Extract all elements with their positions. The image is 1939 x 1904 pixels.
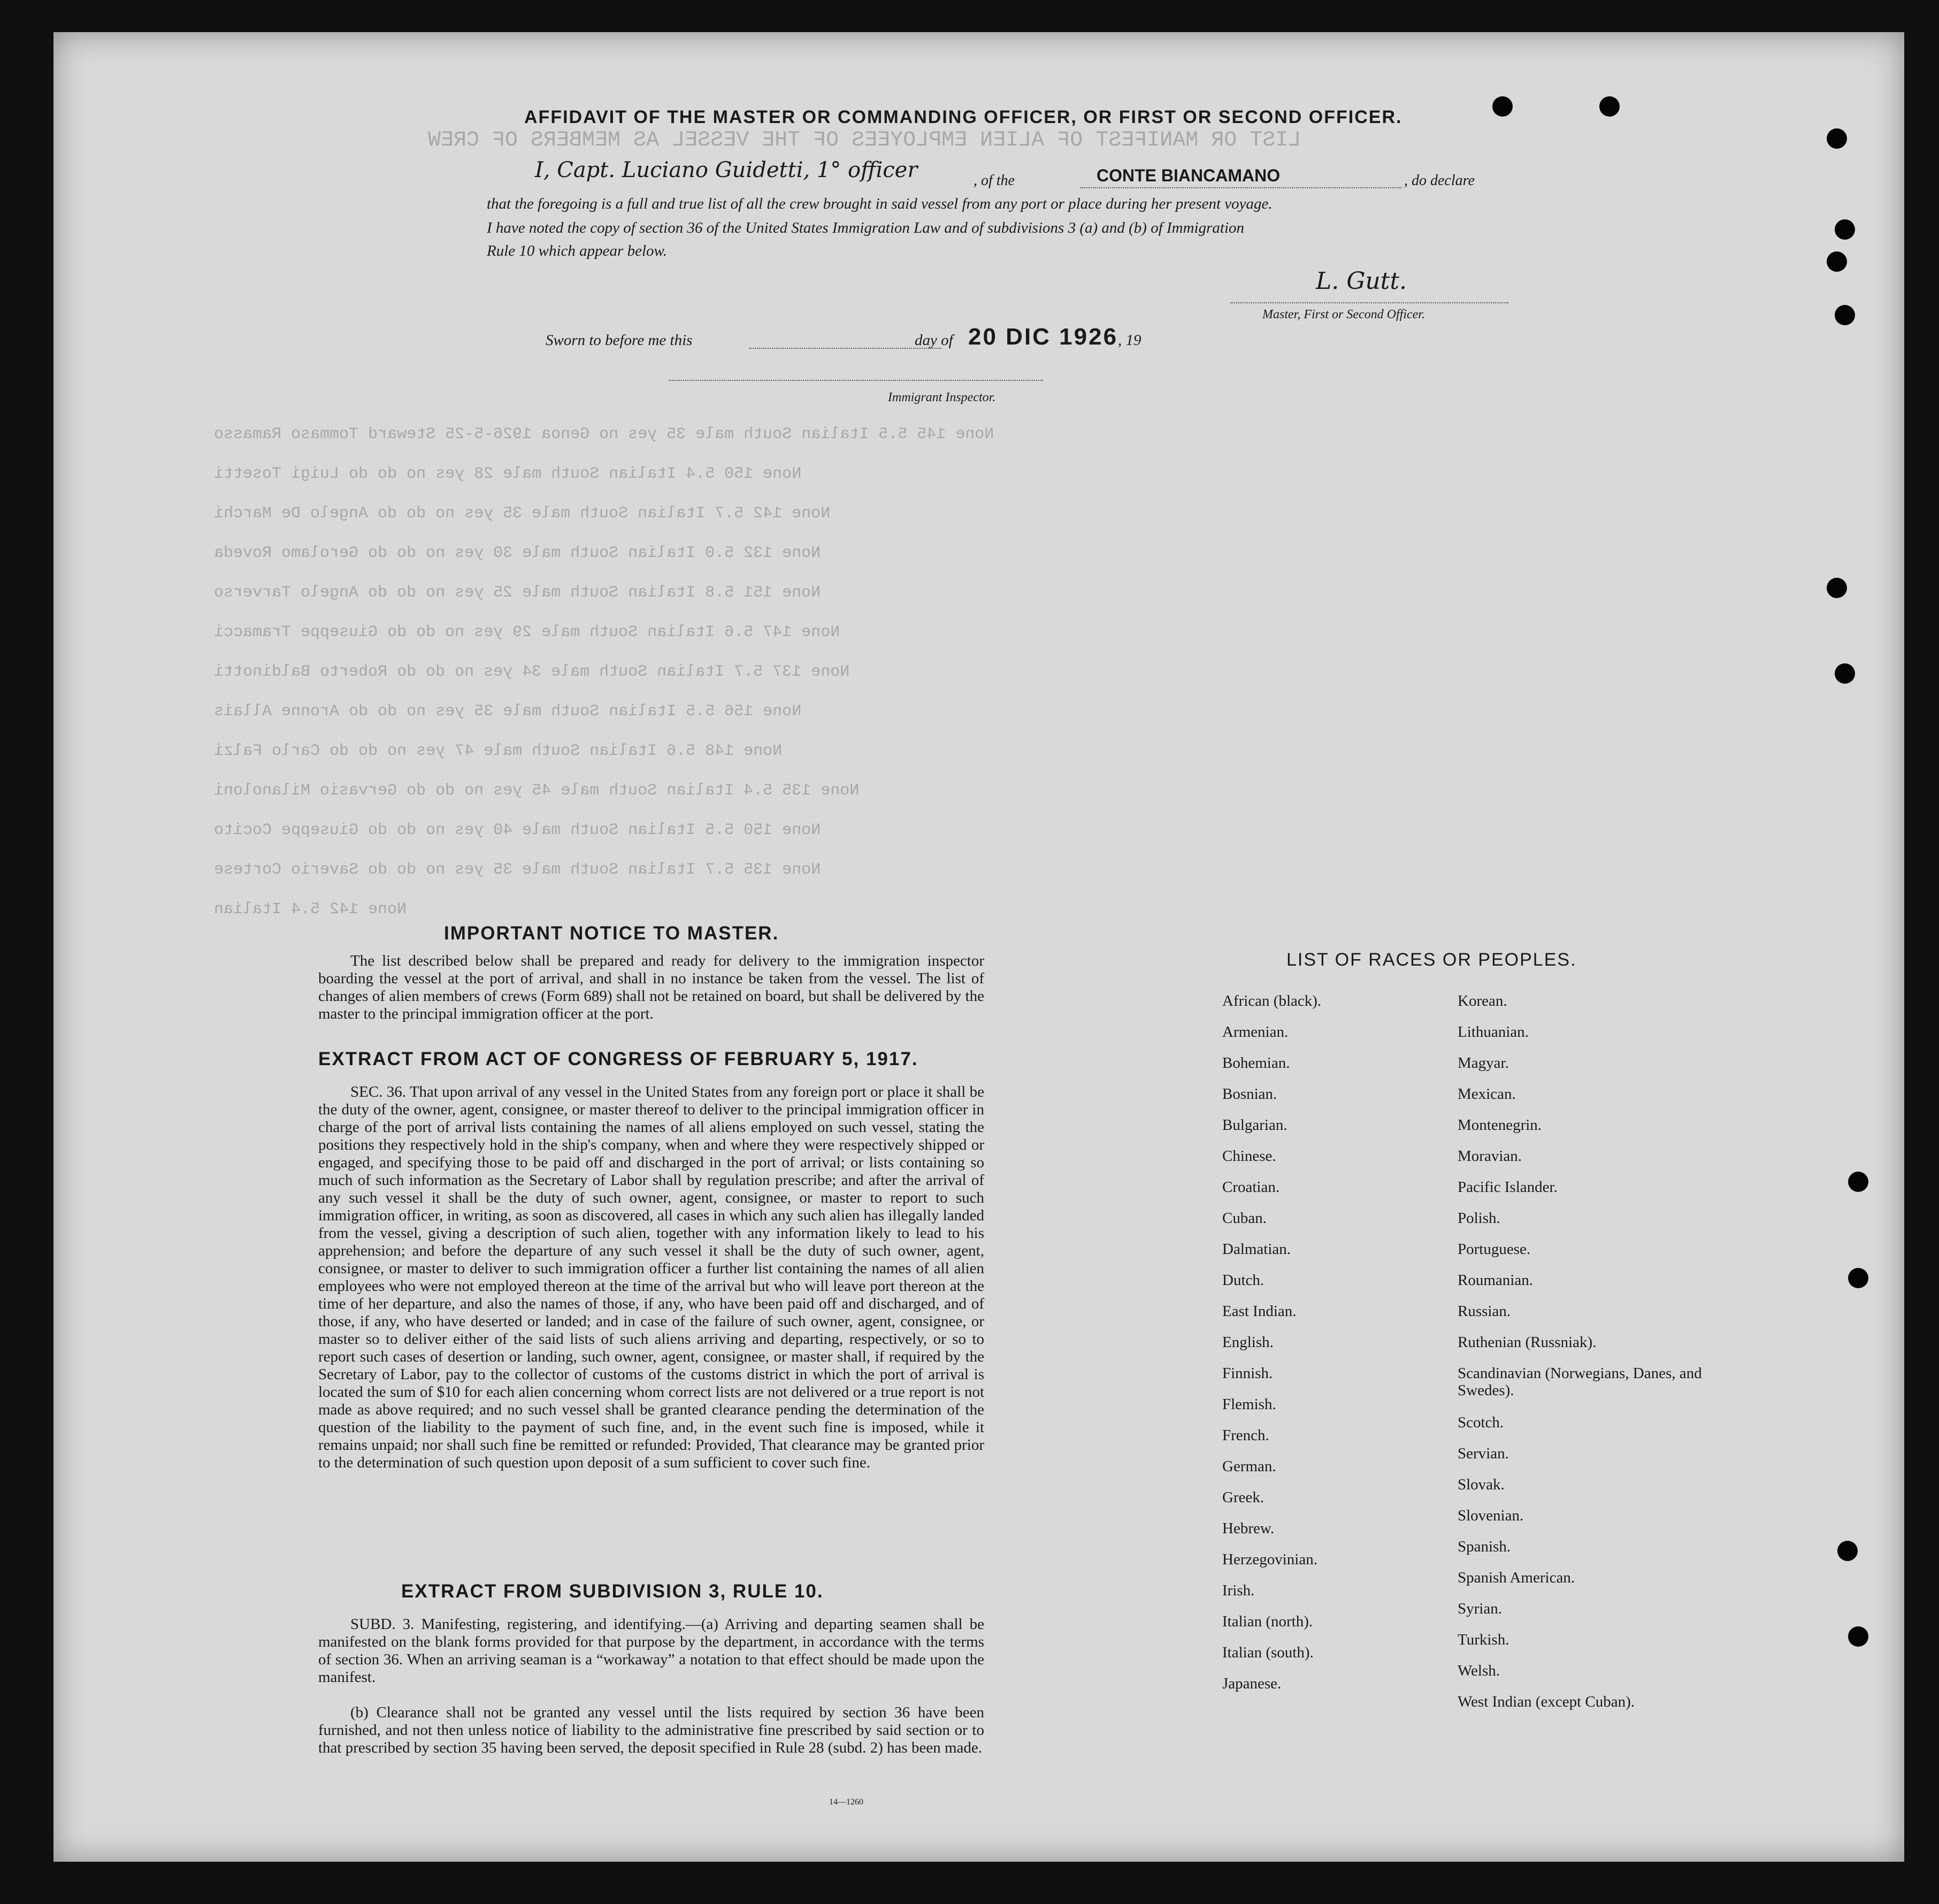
race-item: Armenian. [1222, 1023, 1289, 1041]
race-item: African (black). [1222, 992, 1322, 1010]
manifest-page [53, 32, 1904, 1862]
bleed-through-row: None 145 5.5 Italian South male 35 yes no Genoa 1926-5-25 Steward Tommaso Ramasso [214, 425, 994, 443]
bleed-through-row: None 142 5.7 Italian South male 35 yes no do do Angelo De Marchi [214, 504, 831, 523]
race-item: Italian (north). [1222, 1613, 1313, 1630]
punch-hole [1848, 1626, 1868, 1647]
race-item: Irish. [1222, 1582, 1255, 1599]
rule-title: EXTRACT FROM SUBDIVISION 3, RULE 10. [401, 1581, 824, 1602]
form-number: 14—1260 [829, 1798, 863, 1807]
race-item: Slovak. [1458, 1476, 1505, 1493]
bleed-through-row: None 147 5.6 Italian South male 29 yes no do do Giuseppe Tramacci [214, 623, 840, 641]
race-item: Croatian. [1222, 1179, 1280, 1196]
inspector-caption: Immigrant Inspector. [888, 391, 996, 404]
race-item: Syrian. [1458, 1600, 1502, 1617]
bleed-through-row: None 135 5.4 Italian South male 45 yes no do do Gervasio Milanoloni [214, 782, 860, 800]
race-item: Greek. [1222, 1489, 1264, 1506]
race-item: French. [1222, 1427, 1269, 1444]
race-item: East Indian. [1222, 1303, 1297, 1320]
races-title: LIST OF RACES OR PEOPLES. [1286, 950, 1577, 970]
race-item: Herzegovinian. [1222, 1551, 1317, 1568]
inspector-line [669, 380, 1043, 381]
punch-hole [1599, 96, 1620, 117]
master-signature: L. Gutt. [1316, 267, 1407, 295]
race-item: Moravian. [1458, 1148, 1522, 1165]
declare-label: , do declare [1404, 172, 1475, 189]
race-item: English. [1222, 1334, 1274, 1351]
race-item: Polish. [1458, 1210, 1500, 1227]
bleed-through-row: None 156 5.5 Italian South male 35 yes no do do Aronne Allais [214, 702, 802, 721]
race-item: Montenegrin. [1458, 1117, 1542, 1134]
bleed-through-row: None 137 5.7 Italian South male 34 yes no do do Roberto Baldinotti [214, 663, 850, 681]
act-title: EXTRACT FROM ACT OF CONGRESS OF FEBRUARY 5, 1917. [318, 1049, 918, 1069]
race-item: Turkish. [1458, 1631, 1509, 1648]
bleed-through-row: None 148 5.6 Italian South male 47 yes no do do Carlo Falzi [214, 742, 783, 760]
vessel-name: CONTE BIANCAMANO [1097, 166, 1281, 185]
race-item: Scandinavian (Norwegians, Danes, and Swedes). [1458, 1365, 1702, 1399]
vessel-line [1080, 187, 1401, 188]
race-item: Slovenian. [1458, 1507, 1524, 1524]
race-item: Bosnian. [1222, 1085, 1277, 1103]
master-signature-line [1230, 302, 1508, 303]
notice-title: IMPORTANT NOTICE TO MASTER. [444, 923, 779, 944]
affidavit-line: I have noted the copy of section 36 of the United States Immigration Law and of subdivisions 3 (a) and (b) of Immigration [487, 219, 1245, 236]
race-item: Spanish American. [1458, 1569, 1575, 1586]
punch-hole [1835, 305, 1855, 325]
race-item: Servian. [1458, 1445, 1509, 1462]
date-stamp: 20 DIC 1926 [968, 324, 1118, 350]
race-item: Dutch. [1222, 1272, 1264, 1289]
declarant-signature: I, Capt. Luciano Guidetti, 1° officer [535, 158, 918, 182]
bleed-through-row: None 132 5.0 Italian South male 30 yes no do do Gerolamo Roveda [214, 544, 821, 562]
of-the-label: , of the [974, 172, 1015, 189]
race-item: Pacific Islander. [1458, 1179, 1558, 1196]
race-item: Korean. [1458, 992, 1507, 1010]
race-item: Roumanian. [1458, 1272, 1533, 1289]
race-item: Flemish. [1222, 1396, 1276, 1413]
affidavit-line: Rule 10 which appear below. [487, 242, 667, 259]
punch-hole [1492, 96, 1513, 117]
day-of-label: day of [915, 332, 953, 349]
race-item: German. [1222, 1458, 1276, 1475]
bleed-through-row: None 142 5.4 Italian [214, 900, 407, 919]
bleed-through-row: None 135 5.7 Italian South male 35 yes no do do Saverio Cortese [214, 861, 821, 879]
race-item: Bohemian. [1222, 1054, 1290, 1072]
affidavit-title: AFFIDAVIT OF THE MASTER OR COMMANDING OFFICER, OR FIRST OR SECOND OFFICER. [524, 107, 1402, 127]
bleed-through-row: None 150 5.5 Italian South male 40 yes no do do Giuseppe Cocito [214, 821, 821, 839]
rule-text-a: SUBD. 3. Manifesting, registering, and identifying.—(a) Arriving and departing seamen shall be manifested on the blank forms provided for that purpose by the department, in accordance with the terms of section 36. When an arriving seaman is a “workaway” a notation to that effect should be made upon the manifest. [318, 1616, 984, 1686]
punch-hole [1848, 1172, 1868, 1192]
punch-hole [1837, 1541, 1858, 1561]
race-item: Hebrew. [1222, 1520, 1275, 1537]
punch-hole [1827, 128, 1847, 149]
race-item: Mexican. [1458, 1085, 1516, 1103]
rule-text-b: (b) Clearance shall not be granted any vessel until the lists required by section 36 have been furnished, and not then unless notice of liability to the administrative fine prescribed by said section or to that prescribed by section 35 having been served, the deposit specified in Rule 28 (subd. 2) has been made. [318, 1704, 984, 1756]
race-item: West Indian (except Cuban). [1458, 1693, 1635, 1710]
bleed-through-header: LIST OR MANIFEST OF ALIEN EMPLOYEES OF THE VESSEL AS MEMBERS OF CREW [428, 128, 1301, 152]
race-item: Ruthenian (Russniak). [1458, 1334, 1597, 1351]
race-item: Chinese. [1222, 1148, 1276, 1165]
race-item: Spanish. [1458, 1538, 1511, 1555]
bleed-through-row: None 150 5.4 Italian South male 28 yes no do do Luigi Tosetti [214, 465, 802, 483]
notice-text: The list described below shall be prepared and ready for delivery to the immigration inspector boarding the vessel at the port of arrival, and shall in no instance be taken from the vessel. The list of changes of alien members of crews (Form 689) shall not be retained on board, but shall be delivered by the master to the principal immigration officer at the port. [318, 952, 984, 1022]
race-item: Cuban. [1222, 1210, 1267, 1227]
race-item: Welsh. [1458, 1662, 1500, 1679]
race-item: Italian (south). [1222, 1644, 1314, 1661]
race-item: Japanese. [1222, 1675, 1282, 1692]
race-item: Dalmatian. [1222, 1241, 1291, 1258]
punch-hole [1848, 1268, 1868, 1288]
race-item: Lithuanian. [1458, 1023, 1529, 1041]
master-caption: Master, First or Second Officer. [1262, 308, 1425, 322]
punch-hole [1827, 578, 1847, 598]
race-item: Portuguese. [1458, 1241, 1531, 1258]
affidavit-line: that the foregoing is a full and true list of all the crew brought in said vessel from any port or place during her present voyage. [487, 195, 1273, 212]
sworn-label: Sworn to before me this [546, 332, 693, 349]
punch-hole [1827, 251, 1847, 272]
year-suffix: , 19 [1118, 332, 1141, 349]
punch-hole [1835, 219, 1855, 240]
race-item: Russian. [1458, 1303, 1511, 1320]
race-item: Bulgarian. [1222, 1117, 1287, 1134]
act-text: SEC. 36. That upon arrival of any vessel in the United States from any foreign port or place it shall be the duty of the owner, agent, consignee, or master thereof to deliver to the principal immigration officer in charge of the port of arrival lists containing the names of all aliens employed on such vessel, stating the positions they respectively hold in the ship's company, when and where they were respectively shipped or engaged, and specifying those to be paid off and discharged in the port of arrival; or lists containing so much of such information as the Secretary of Labor shall by regulation prescribe; and after the arrival of any such vessel it shall be the duty of such owner, agent, consignee, or master to report to such immigration officer, in writing, as soon as discovered, all cases in which any such alien has illegally landed from the vessel, giving a description of such alien, together with any information likely to lead to his apprehension; and before the departure of any such vessel it shall be the duty of such owner, agent, consignee, or master to deliver to such immigration officer a further list containing the names of all alien employees who were not employed thereon at the time of the arrival but who will leave port thereon at the time of her departure, and also the names of those, if any, who have been paid off and discharged, and of those, if any, who have deserted or landed; and in case of the failure of such owner, agent, consignee, or master so to deliver either of the said lists of such aliens arriving and departing, respectively, or so to report such cases of desertion or landing, such owner, agent, consignee, or master shall, if required by the Secretary of Labor, pay to the collector of customs of the customs district in which the port of arrival is located the sum of $10 for each alien concerning whom correct lists are not delivered or a true report is not made as above required; and no such vessel shall be granted clearance pending the determination of the question of the liability to the payment of such fine, and, in the event such fine is imposed, while it remains unpaid; nor shall such fine be remitted or refunded: Provided, That clearance may be granted prior to the determination of such question upon deposit of a sum sufficient to cover such fine. [318, 1083, 984, 1471]
race-item: Magyar. [1458, 1054, 1509, 1072]
race-item: Scotch. [1458, 1414, 1504, 1431]
race-item: Finnish. [1222, 1365, 1273, 1382]
sworn-line [749, 348, 941, 349]
bleed-through-row: None 151 5.8 Italian South male 25 yes no do do Angelo Tarverso [214, 584, 821, 602]
punch-hole [1835, 663, 1855, 684]
